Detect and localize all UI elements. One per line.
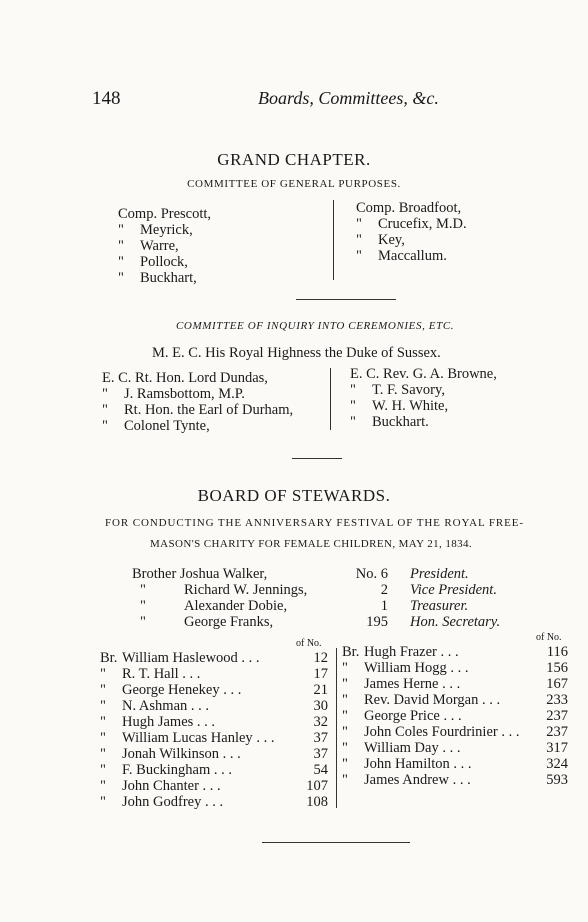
list-item: Comp. Broadfoot, bbox=[356, 200, 462, 216]
row-prefix: " bbox=[100, 730, 106, 746]
steward-name: Rev. David Morgan bbox=[364, 692, 479, 708]
lodge-number: 167 bbox=[543, 676, 568, 692]
lodge-number: 32 bbox=[311, 714, 329, 730]
committee-general-purposes: COMMITTEE OF GENERAL PURPOSES. bbox=[187, 178, 401, 190]
row-prefix: " bbox=[342, 740, 348, 756]
row-prefix: " bbox=[100, 746, 106, 762]
row-prefix: Br. bbox=[342, 644, 360, 660]
list-item: " W. H. White, bbox=[350, 398, 449, 414]
stewards-intro-line-2: MASON'S CHARITY FOR FEMALE CHILDREN, MAY 21, 1834. bbox=[150, 538, 473, 550]
footer-rule bbox=[262, 842, 410, 843]
table-row: " William Day . . . 317 bbox=[342, 740, 568, 756]
officers-names bbox=[132, 566, 307, 630]
table-row: " John Coles Fourdrinier . . . 237 bbox=[342, 724, 568, 740]
patron-line: M. E. C. His Royal Highness the Duke of Sussex. bbox=[152, 345, 441, 361]
table-row: " George Price . . . 237 bbox=[342, 708, 568, 724]
row-prefix: " bbox=[100, 682, 106, 698]
column-divider bbox=[336, 648, 337, 808]
running-title: Boards, Committees, &c. bbox=[258, 88, 439, 108]
steward-name: John Godfrey bbox=[122, 794, 202, 810]
lodge-number: 593 bbox=[543, 772, 568, 788]
row-prefix: " bbox=[100, 778, 106, 794]
steward-name: Jonah Wilkinson bbox=[122, 746, 220, 762]
lodge-number: 324 bbox=[543, 756, 568, 772]
table-row: Br. William Haslewood . . . 12 bbox=[100, 650, 328, 666]
list-item: " Warre, bbox=[118, 238, 179, 254]
steward-name: George Price bbox=[364, 708, 440, 724]
column-divider bbox=[330, 368, 331, 430]
officers-numbers bbox=[340, 566, 388, 630]
stewards-right-list bbox=[342, 644, 568, 788]
lodge-number: 116 bbox=[544, 644, 568, 660]
row-prefix: " bbox=[100, 794, 106, 810]
lodge-number: 107 bbox=[303, 778, 328, 794]
grand-chapter-left-list bbox=[118, 206, 211, 286]
row-prefix: Br. bbox=[100, 650, 118, 666]
lodge-number: 12 bbox=[311, 650, 329, 666]
steward-name: John Coles Fourdrinier bbox=[364, 724, 498, 740]
row-prefix: " bbox=[100, 714, 106, 730]
section-divider bbox=[292, 458, 342, 459]
list-item: Comp. Prescott, bbox=[118, 206, 212, 222]
officer-no: No. 6 bbox=[355, 566, 388, 582]
officer-no: 195 bbox=[366, 614, 388, 630]
stewards-left-list bbox=[100, 650, 328, 810]
list-item: " J. Ramsbottom, M.P. bbox=[102, 386, 245, 402]
lodge-number: 54 bbox=[311, 762, 329, 778]
steward-name: Hugh Frazer bbox=[364, 644, 437, 660]
grand-chapter-right-list bbox=[356, 200, 467, 264]
steward-name: Hugh James bbox=[122, 714, 194, 730]
section-divider bbox=[296, 299, 396, 300]
lodge-number: 156 bbox=[543, 660, 568, 676]
steward-name: N. Ashman bbox=[122, 698, 188, 714]
committee-ceremonies-title: COMMITTEE OF INQUIRY INTO CEREMONIES, ETC. bbox=[176, 320, 455, 332]
table-row: " John Hamilton . . . 324 bbox=[342, 756, 568, 772]
officer-role: Vice President. bbox=[410, 582, 497, 598]
table-row: " Rev. David Morgan . . . 233 bbox=[342, 692, 568, 708]
list-item: " Crucefix, M.D. bbox=[356, 216, 467, 232]
stewards-intro-line-1: FOR CONDUCTING THE ANNIVERSARY FESTIVAL OF THE ROYAL FREE- bbox=[105, 517, 524, 529]
steward-name: R. T. Hall bbox=[122, 666, 179, 682]
row-prefix: " bbox=[342, 660, 348, 676]
officers-roles bbox=[410, 566, 500, 630]
list-item: " Colonel Tynte, bbox=[102, 418, 210, 434]
officer-name: Alexander Dobie, bbox=[184, 598, 288, 614]
officers-ditto: " " " bbox=[140, 582, 146, 630]
ceremonies-right-list bbox=[350, 366, 497, 430]
table-row: " George Henekey . . . 21 bbox=[100, 682, 328, 698]
table-row: " Jonah Wilkinson . . . 37 bbox=[100, 746, 328, 762]
row-prefix: " bbox=[342, 724, 348, 740]
lodge-number: 21 bbox=[311, 682, 329, 698]
lodge-number: 108 bbox=[303, 794, 328, 810]
row-prefix: " bbox=[342, 772, 348, 788]
lodge-number: 37 bbox=[311, 730, 329, 746]
row-prefix: " bbox=[100, 698, 106, 714]
steward-name: James Herne bbox=[364, 676, 439, 692]
list-item: E. C. Rev. G. A. Browne, bbox=[350, 366, 497, 382]
steward-name: William Day bbox=[364, 740, 439, 756]
page-number: 148 bbox=[92, 88, 121, 109]
row-prefix: " bbox=[342, 756, 348, 772]
list-item: " T. F. Savory, bbox=[350, 382, 445, 398]
list-item: " Buckhart. bbox=[350, 414, 429, 430]
officer-no: 1 bbox=[380, 598, 388, 614]
steward-name: William Hogg bbox=[364, 660, 447, 676]
steward-name: George Henekey bbox=[122, 682, 220, 698]
lodge-number: 237 bbox=[543, 724, 568, 740]
list-item: " Maccallum. bbox=[356, 248, 447, 264]
steward-name: James Andrew bbox=[364, 772, 449, 788]
table-row: " William Lucas Hanley . . . 37 bbox=[100, 730, 328, 746]
board-of-stewards-title: BOARD OF STEWARDS. bbox=[197, 486, 391, 505]
grand-chapter-title: GRAND CHAPTER. bbox=[217, 150, 371, 169]
table-row: " James Andrew . . . 593 bbox=[342, 772, 568, 788]
officer-role: Treasurer. bbox=[410, 598, 469, 614]
lodge-number: 30 bbox=[311, 698, 329, 714]
table-row: " R. T. Hall . . . 17 bbox=[100, 666, 328, 682]
list-item: " Buckhart, bbox=[118, 270, 197, 286]
lodge-number: 233 bbox=[543, 692, 568, 708]
table-row: " William Hogg . . . 156 bbox=[342, 660, 568, 676]
officer-role: Hon. Secretary. bbox=[410, 614, 501, 630]
lodge-number: 17 bbox=[311, 666, 329, 682]
officer-name: Richard W. Jennings, bbox=[184, 582, 308, 598]
officer-no: 2 bbox=[380, 582, 388, 598]
table-row: " James Herne . . . 167 bbox=[342, 676, 568, 692]
steward-name: John Chanter bbox=[122, 778, 199, 794]
ceremonies-left-list bbox=[102, 370, 293, 434]
lodge-number: 317 bbox=[543, 740, 568, 756]
list-item: " Pollock, bbox=[118, 254, 188, 270]
officer-role: President. bbox=[410, 566, 469, 582]
steward-name: William Lucas Hanley bbox=[122, 730, 253, 746]
col-header-right: of No. bbox=[536, 632, 562, 643]
row-prefix: " bbox=[342, 692, 348, 708]
officer-name: George Franks, bbox=[184, 614, 274, 630]
table-row: " John Chanter . . . 107 bbox=[100, 778, 328, 794]
row-prefix: " bbox=[342, 676, 348, 692]
table-row: " Hugh James . . . 32 bbox=[100, 714, 328, 730]
officer-name: Brother Joshua Walker, bbox=[132, 566, 268, 582]
col-header-left: of No. bbox=[296, 638, 322, 649]
list-item: E. C. Rt. Hon. Lord Dundas, bbox=[102, 370, 268, 386]
lodge-number: 37 bbox=[311, 746, 329, 762]
lodge-number: 237 bbox=[543, 708, 568, 724]
row-prefix: " bbox=[342, 708, 348, 724]
table-row: " N. Ashman . . . 30 bbox=[100, 698, 328, 714]
table-row: Br. Hugh Frazer . . . 116 bbox=[342, 644, 568, 660]
steward-name: F. Buckingham bbox=[122, 762, 211, 778]
list-item: " Key, bbox=[356, 232, 405, 248]
steward-name: William Haslewood bbox=[122, 650, 238, 666]
steward-name: John Hamilton bbox=[364, 756, 450, 772]
column-divider bbox=[333, 200, 334, 280]
row-prefix: " bbox=[100, 762, 106, 778]
table-row: " John Godfrey . . . 108 bbox=[100, 794, 328, 810]
row-prefix: " bbox=[100, 666, 106, 682]
list-item: " Rt. Hon. the Earl of Durham, bbox=[102, 402, 294, 418]
table-row: " F. Buckingham . . . 54 bbox=[100, 762, 328, 778]
list-item: " Meyrick, bbox=[118, 222, 193, 238]
